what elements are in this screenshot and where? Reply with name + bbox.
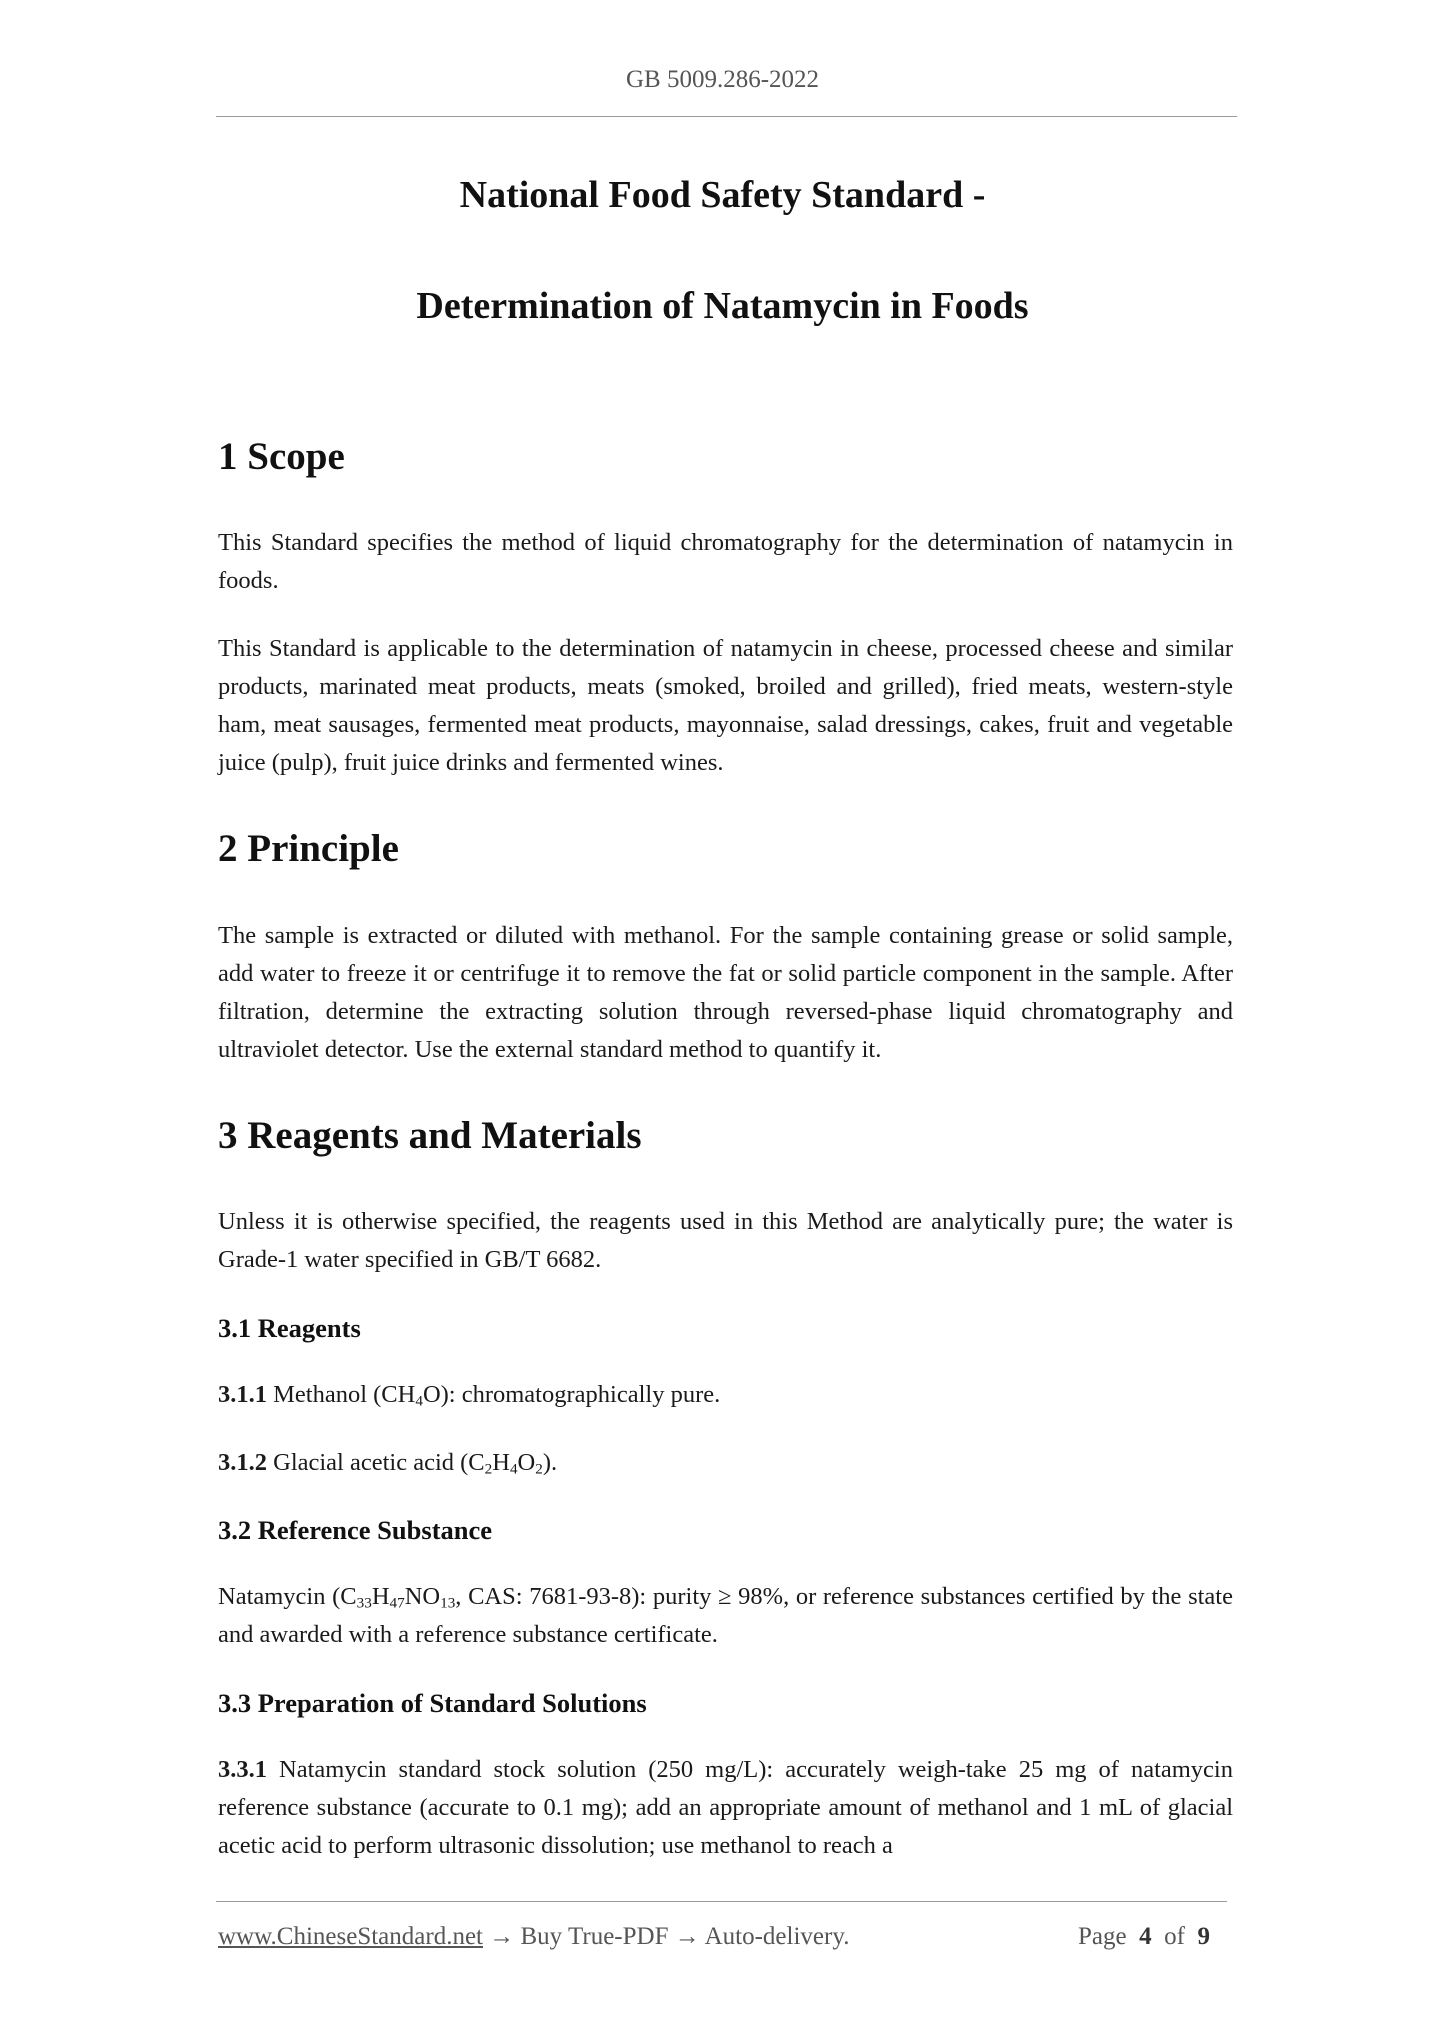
current-page-number: 4 [1139, 1923, 1152, 1950]
footer-divider [216, 1901, 1227, 1902]
subsection-heading-reference-substance: 3.2 Reference Substance [218, 1515, 493, 1545]
section-heading-scope: 1 Scope [218, 435, 345, 478]
footer-promo [218, 1923, 849, 1951]
reagent-item-acetic-acid: 3.1.2 Glacial acetic acid $(C_2H_4O_2)$. [218, 1449, 558, 1478]
section-heading-reagents: 3 Reagents and Materials [218, 1114, 642, 1157]
header-divider [216, 116, 1237, 117]
document-title-line2: Determination of Natamycin in Foods [416, 285, 1029, 327]
subsection-heading-reagents: 3.1 Reagents [218, 1313, 361, 1343]
scope-paragraph-1: This Standard specifies the method of liquid chromatography for the determination of natamycin in foods. [218, 529, 1233, 594]
section-heading-principle: 2 Principle [218, 827, 399, 870]
scope-paragraph-2: This Standard is applicable to the determination of natamycin in cheese, processed cheese and similar products, marinated meat products, meats (smoked, broiled and grilled), fried meats, western-style ham, meat sausages, fermented meat products, mayonnaise, salad dressings, cakes, fruit and vegetable juice (pulp), fruit juice drinks and fermented wines. [218, 635, 1233, 776]
reagents-paragraph: Unless it is otherwise specified, the reagents used in this Method are analytically pure; the water is Grade-1 water specified in GB/T 6682. [218, 1208, 1233, 1273]
footer-promo-text: → Buy True-PDF → Auto-delivery. [483, 1923, 850, 1950]
subsection-heading-standard-solutions: 3.3 Preparation of Standard Solutions [218, 1688, 647, 1718]
item-number: 3.1.2 [218, 1449, 267, 1476]
reference-substance-paragraph: Natamycin ($C_{33}H_{47}NO_{13}$, CAS: 7681-93-8): purity ≥ 98%, or reference substances certified by the state and awarded with a reference substance certificate. [218, 1583, 1233, 1648]
page-indicator: Page 4 of 9 [1078, 1923, 1210, 1950]
item-number: 3.1.1 [218, 1381, 267, 1408]
total-pages-number: 9 [1197, 1923, 1210, 1950]
website-link[interactable]: www.ChineseStandard.net [218, 1923, 483, 1950]
principle-paragraph: The sample is extracted or diluted with methanol. For the sample containing grease or solid sample, add water to freeze it or centrifuge it to remove the fat or solid particle component in the sample. After filtration, determine the extracting solution through reversed-phase liquid chromatography and ultraviolet detector. Use the external standard method to quantify it. [218, 922, 1233, 1063]
document-title-line1: National Food Safety Standard - [459, 174, 986, 216]
header-standard-code: GB 5009.286-2022 [625, 66, 820, 93]
item-number: 3.3.1 [218, 1756, 267, 1783]
standard-solution-item: 3.3.1 Natamycin standard stock solution (250 mg/L): accurately weigh-take 25 mg of natamycin reference substance (accurate to 0.1 mg); add an appropriate amount of methanol and 1 mL of glacial acetic acid to perform ultrasonic dissolution; use methanol to reach a [218, 1756, 1233, 1859]
reagent-item-methanol: 3.1.1 Methanol $(CH_4O)$: chromatographically pure. [218, 1381, 721, 1410]
